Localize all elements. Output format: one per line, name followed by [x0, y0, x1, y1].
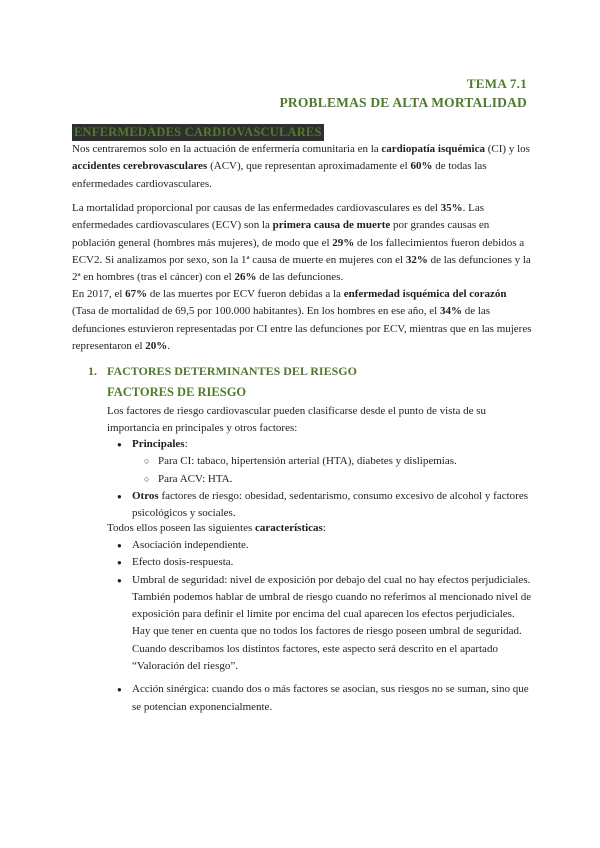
list-item-asociacion: ● Asociación independiente.: [107, 537, 535, 554]
caracteristicas-list: [107, 537, 535, 716]
tema-number: TEMA 7.1: [466, 76, 527, 91]
section-heading: ENFERMEDADES CARDIOVASCULARES: [74, 125, 322, 139]
heading-factores-determinantes: 1. FACTORES DETERMINANTES DEL RIESGO: [88, 364, 357, 378]
caracteristicas-intro: Todos ellos poseen las siguientes características:: [107, 522, 326, 534]
factores-intro: Los factores de riesgo cardiovascular pueden clasificarse desde el punto de vista de su importancia en principales y otros factores:: [107, 405, 487, 435]
paragraph-2017: En 2017, el 67% de las muertes por ECV fueron debidas a la enfermedad isquémica del corazón (Tasa de mortalidad de 69,5 por 100.000 habitantes). En los hombres en ese año, el 34% de las defunciones estuvieron representadas por CI entre las defunciones por ECV, mientras que en las mujeres representaron el 20%.: [72, 288, 532, 352]
paragraph-mortality: La mortalidad proporcional por causas de las enfermedades cardiovasculares es del 35%. Las enfermedades cardiovasculares (ECV) son la primera causa de muerte por grandes causas en población general (hombres más mujeres), de modo que el 29% de los fallecimientos fueron debidos a ECV2. Si analizamos por sexo, son la 1ª causa de muerte en mujeres con el 32% de las defunciones y la 2ª en hombres (tras el cáncer) con el 26% de las defunciones.: [72, 202, 531, 284]
subheading-factores-riesgo: FACTORES DE RIESGO: [107, 385, 247, 399]
list-item-principales: ● Principales: ○ Para CI: tabaco, hipertensión arterial (HTA), diabetes y dislipemias. ○ Para ACV: HTA.: [107, 436, 535, 488]
factores-list: [107, 436, 535, 522]
list-item-umbral: ● Umbral de seguridad: nivel de exposición por debajo del cual no hay efectos perjudiciales. También podemos hablar de umbral de riesgo cuando no referimos al mencionado nivel de exposición para definir el límite por encima del cual aparecen los efectos perjudiciales. Hay que tener en cuenta que no todos los factores de riesgo poseen umbral de seguridad. Cuando describamos los distintos factores, este aspecto será descrito en el apartado “Valoración del riesgo”.: [107, 572, 535, 676]
list-item-sinergica: ● Acción sinérgica: cuando dos o más factores se asocian, sus riesgos no se suman, sino que se potencian exponencialmente.: [107, 681, 535, 716]
list-item-acv: ○ Para ACV: HTA.: [132, 471, 535, 488]
list-item-otros: ● Otros factores de riesgo: obesidad, sedentarismo, consumo excesivo de alcohol y factores psicológicos y sociales.: [107, 488, 535, 523]
page-title: PROBLEMAS DE ALTA MORTALIDAD: [279, 95, 527, 110]
paragraph-intro: Nos centraremos solo en la actuación de enfermería comunitaria en la cardiopatía isquémica (CI) y los accidentes cerebrovasculares (ACV), que representan aproximadamente el 60% de todas las enfermedades cardiovasculares.: [72, 143, 530, 190]
list-item-dosis: ● Efecto dosis-respuesta.: [107, 554, 535, 571]
list-item-ci: ○ Para CI: tabaco, hipertensión arterial (HTA), diabetes y dislipemias.: [132, 453, 535, 470]
